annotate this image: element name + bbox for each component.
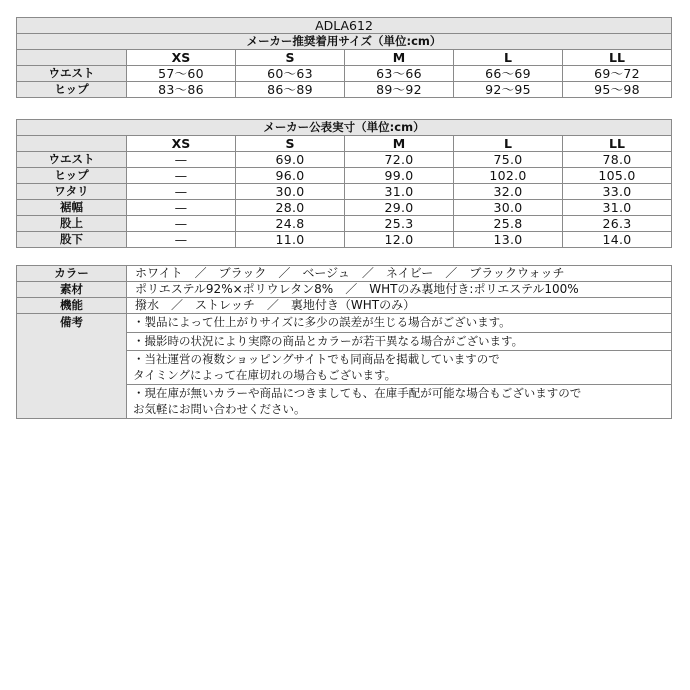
- cell: 13.0: [454, 232, 563, 248]
- cell: 95〜98: [563, 82, 672, 98]
- cell: 12.0: [345, 232, 454, 248]
- table-row: [17, 168, 672, 184]
- row-label-rise: 股上: [17, 216, 127, 232]
- table-row: [17, 66, 672, 82]
- recommended-size-table: [16, 17, 672, 98]
- cell: 63〜66: [345, 66, 454, 82]
- cell: 14.0: [563, 232, 672, 248]
- size-m: M: [345, 136, 454, 152]
- cell: 66〜69: [454, 66, 563, 82]
- size-header-row: [17, 136, 672, 152]
- row-label-hip: ヒップ: [17, 82, 127, 98]
- size-xs: XS: [127, 136, 236, 152]
- empty-corner-cell: [17, 136, 127, 152]
- material-value: ポリエステル92%×ポリウレタン8% ／ WHTのみ裏地付き:ポリエステル100%: [127, 282, 672, 298]
- row-label-thigh: ワタリ: [17, 184, 127, 200]
- cell: 28.0: [236, 200, 345, 216]
- note-line: タイミングによって在庫切れの場合もございます。: [133, 367, 397, 382]
- table-row: [17, 82, 672, 98]
- info-row-function: [17, 298, 672, 314]
- measured-size-table: [16, 119, 672, 248]
- size-ll: LL: [563, 136, 672, 152]
- color-value: ホワイト ／ ブラック ／ ベージュ ／ ネイビー ／ ブラックウォッチ: [127, 266, 672, 282]
- note-line: お気軽にお問い合わせください。: [133, 401, 306, 416]
- function-value: 撥水 ／ ストレッチ ／ 裏地付き（WHTのみ）: [127, 298, 672, 314]
- note-item: [127, 351, 672, 385]
- table-row: [17, 216, 672, 232]
- table-row: [17, 200, 672, 216]
- cell: 25.8: [454, 216, 563, 232]
- cell: 86〜89: [236, 82, 345, 98]
- function-label: 機能: [17, 298, 127, 314]
- product-code: ADLA612: [17, 18, 672, 34]
- recommended-title: メーカー推奨着用サイズ（単位:cm）: [17, 34, 672, 50]
- note-line: ・現在庫が無いカラーや商品につきましても、在庫手配が可能な場合もございますので: [133, 386, 582, 400]
- cell: 31.0: [563, 200, 672, 216]
- size-m: M: [345, 50, 454, 66]
- table-row: [17, 152, 672, 168]
- row-label-hip: ヒップ: [17, 168, 127, 184]
- cell: —: [127, 200, 236, 216]
- cell: 69.0: [236, 152, 345, 168]
- info-row-color: [17, 266, 672, 282]
- cell: 75.0: [454, 152, 563, 168]
- cell: —: [127, 152, 236, 168]
- size-ll: LL: [563, 50, 672, 66]
- size-s: S: [236, 50, 345, 66]
- cell: 60〜63: [236, 66, 345, 82]
- cell: 57〜60: [127, 66, 236, 82]
- cell: 78.0: [563, 152, 672, 168]
- cell: 83〜86: [127, 82, 236, 98]
- cell: 96.0: [236, 168, 345, 184]
- size-header-row: [17, 50, 672, 66]
- cell: 26.3: [563, 216, 672, 232]
- size-l: L: [454, 50, 563, 66]
- empty-corner-cell: [17, 50, 127, 66]
- cell: —: [127, 168, 236, 184]
- cell: —: [127, 184, 236, 200]
- note-line: ・撮影時の状況により実際の商品とカラーが若干異なる場合がございます。: [133, 333, 524, 348]
- cell: 31.0: [345, 184, 454, 200]
- cell: 30.0: [236, 184, 345, 200]
- cell: 25.3: [345, 216, 454, 232]
- cell: 69〜72: [563, 66, 672, 82]
- note-line: ・製品によって仕上がりサイズに多少の誤差が生じる場合がございます。: [133, 315, 511, 329]
- size-s: S: [236, 136, 345, 152]
- cell: —: [127, 232, 236, 248]
- cell: 89〜92: [345, 82, 454, 98]
- cell: 32.0: [454, 184, 563, 200]
- row-label-waist: ウエスト: [17, 66, 127, 82]
- note-item: [127, 314, 672, 333]
- info-row-material: [17, 282, 672, 298]
- cell: 33.0: [563, 184, 672, 200]
- product-info-table: [16, 265, 672, 419]
- cell: 99.0: [345, 168, 454, 184]
- cell: 102.0: [454, 168, 563, 184]
- size-l: L: [454, 136, 563, 152]
- cell: 30.0: [454, 200, 563, 216]
- note-item: [127, 332, 672, 351]
- table-row: [17, 184, 672, 200]
- cell: 72.0: [345, 152, 454, 168]
- notes-label: 備考: [17, 314, 127, 419]
- info-row-notes: [17, 314, 672, 333]
- cell: 11.0: [236, 232, 345, 248]
- row-label-inseam: 股下: [17, 232, 127, 248]
- cell: 105.0: [563, 168, 672, 184]
- material-label: 素材: [17, 282, 127, 298]
- size-xs: XS: [127, 50, 236, 66]
- table-row: [17, 232, 672, 248]
- cell: 92〜95: [454, 82, 563, 98]
- cell: 24.8: [236, 216, 345, 232]
- note-line: ・当社運営の複数ショッピングサイトでも同商品を掲載していますので: [133, 352, 500, 366]
- row-label-waist: ウエスト: [17, 152, 127, 168]
- cell: 29.0: [345, 200, 454, 216]
- note-item: [127, 385, 672, 419]
- row-label-hem-width: 裾幅: [17, 200, 127, 216]
- color-label: カラー: [17, 266, 127, 282]
- measured-title: メーカー公表実寸（単位:cm）: [17, 120, 672, 136]
- cell: —: [127, 216, 236, 232]
